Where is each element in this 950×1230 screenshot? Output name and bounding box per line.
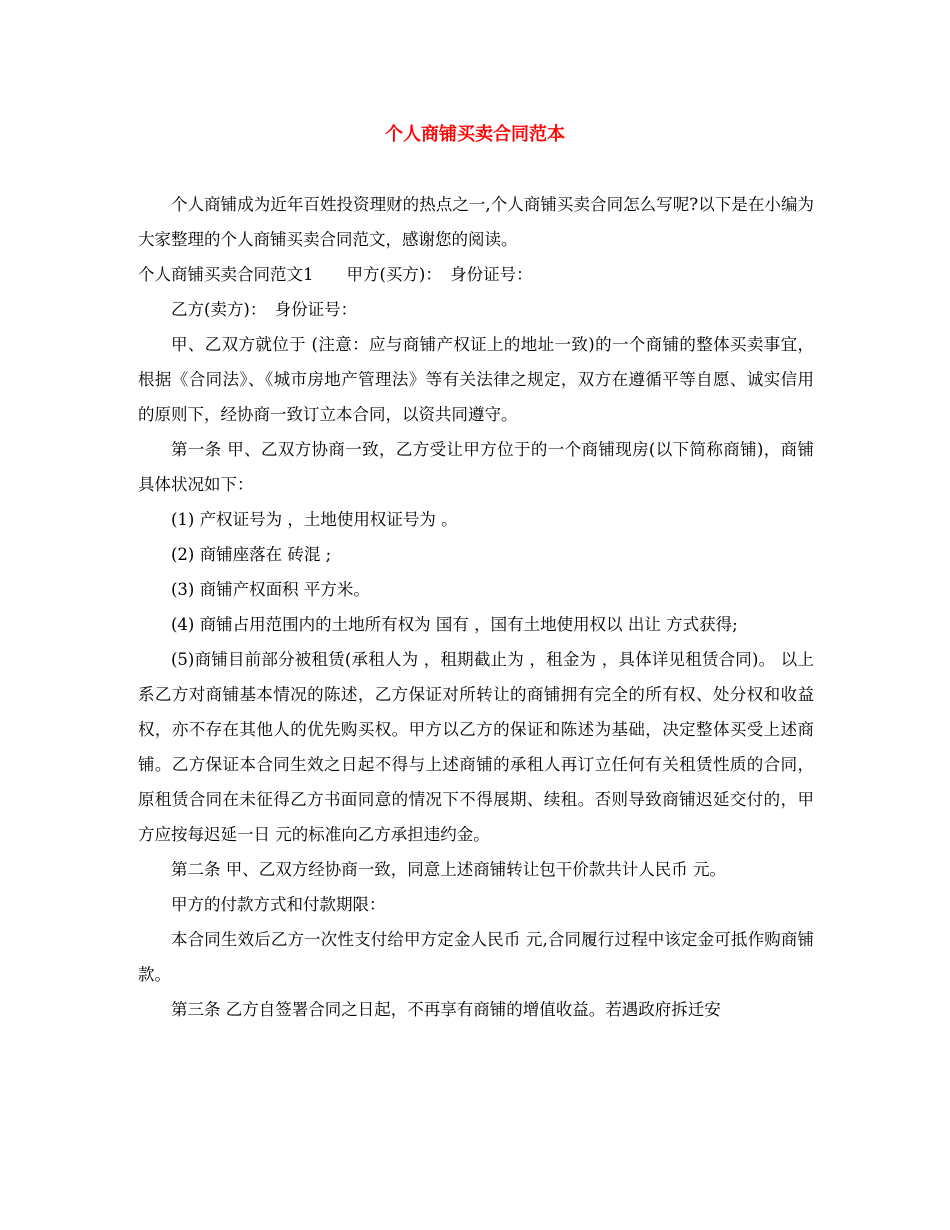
paragraph-item-4: (4) 商铺占用范围内的土地所有权为 国有 ，国有土地使用权以 出让 方式获得;	[171, 615, 738, 634]
paragraph-payment-heading: 甲方的付款方式和付款期限：	[171, 895, 386, 914]
document-body	[138, 187, 814, 1027]
paragraph-item-1: (1) 产权证号为 ，土地使用权证号为 。	[171, 510, 458, 529]
paragraph-item-5: (5)商铺目前部分被租赁(承租人为 ，租期截止为 ，租金为 ，具体详见租赁合同)。 以上系乙方对商铺基本情况的陈述，乙方保证对所转让的商铺拥有完全的所有权、处分权和收益权，亦不存在其他人的优先购买权。甲方以乙方的保证和陈述为基础，决定整体买受上述商铺。乙方保证本合同生效之日起不得与上述商铺的承租人再订立任何有关租赁性质的合同，原租赁合同在未征得乙方书面同意的情况下不得展期、续租。否则导致商铺迟延交付的，甲方应按每迟延一日 元的标准向乙方承担违约金。	[138, 650, 814, 844]
paragraph-preamble: 甲、乙双方就位于 (注意：应与商铺产权证上的地址一致)的一个商铺的整体买卖事宜，根据《合同法》、《城市房地产管理法》等有关法律之规定，双方在遵循平等自愿、诚实信用的原则下，经协商一致订立本合同，以资共同遵守。	[138, 335, 814, 424]
paragraph-intro: 个人商铺成为近年百姓投资理财的热点之一,个人商铺买卖合同怎么写呢?以下是在小编为大家整理的个人商铺买卖合同范文，感谢您的阅读。	[138, 195, 814, 249]
paragraph-article-3: 第三条 乙方自签署合同之日起，不再享有商铺的增值收益。若遇政府拆迁安	[171, 1000, 721, 1019]
paragraph-party-b: 乙方(卖方)： 身份证号：	[171, 300, 358, 319]
paragraph-item-2: (2) 商铺座落在 砖混 ;	[171, 545, 332, 564]
paragraph-party-a: 个人商铺买卖合同范文1 甲方(买方)： 身份证号：	[138, 265, 533, 284]
document-title: 个人商铺买卖合同范本	[385, 124, 565, 145]
paragraph-article-2: 第二条 甲、乙双方经协商一致，同意上述商铺转让包干价款共计人民币 元。	[171, 860, 726, 879]
paragraph-deposit: 本合同生效后乙方一次性支付给甲方定金人民币 元,合同履行过程中该定金可抵作购商铺款。	[138, 930, 814, 984]
paragraph-item-3: (3) 商铺产权面积 平方米。	[171, 580, 370, 599]
paragraph-article-1: 第一条 甲、乙双方协商一致，乙方受让甲方位于的一个商铺现房(以下简称商铺)，商铺具体状况如下：	[138, 440, 814, 494]
